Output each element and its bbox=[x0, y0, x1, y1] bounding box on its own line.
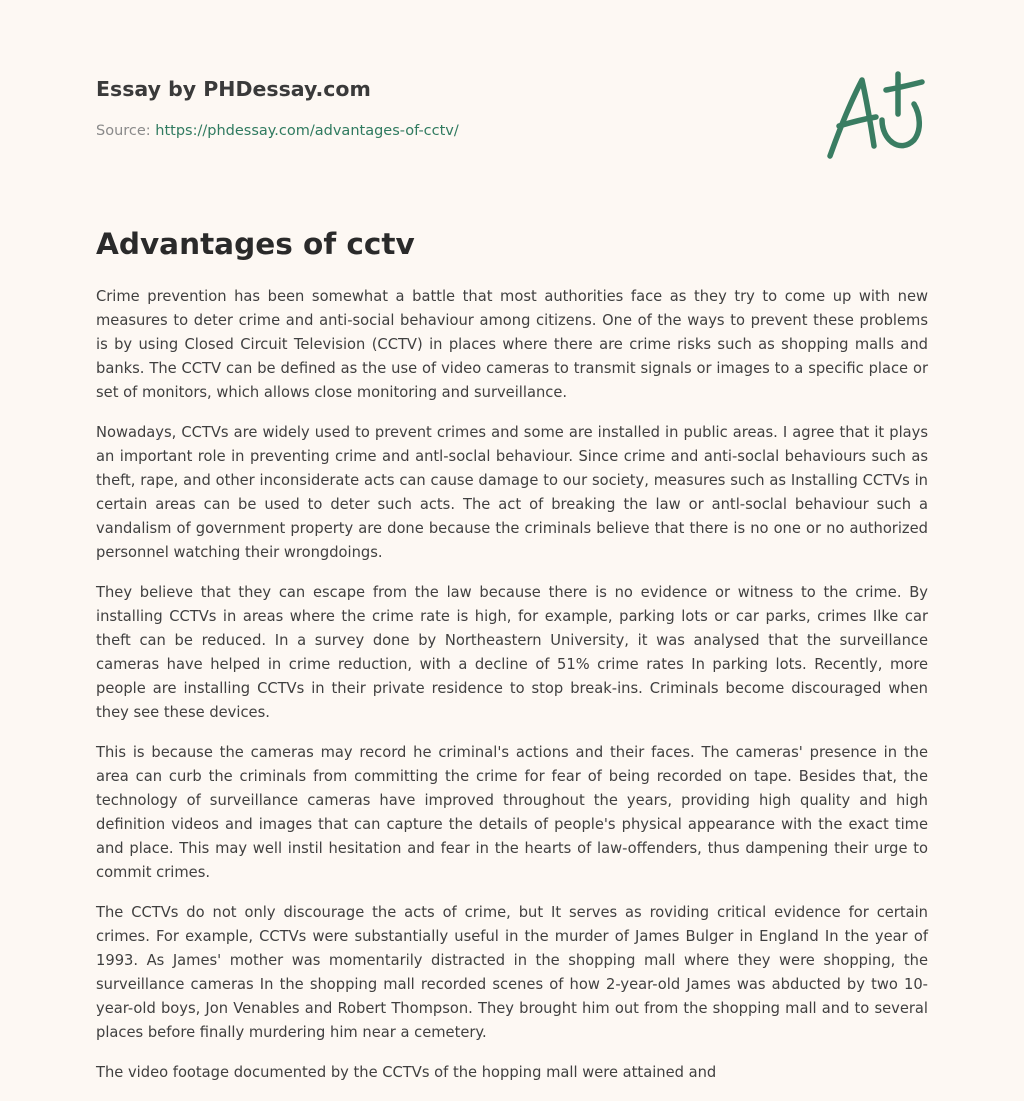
essay-title: Advantages of cctv bbox=[96, 227, 415, 261]
essay-paragraph: The CCTVs do not only discourage the acts of crime, but It serves as roviding critical evidence for certain crimes. For example, CCTVs were substantially useful in the murder of James Bulger in England In the year of 1993. As James' mother was momentarily distracted in the shopping mall where they were shopping, the surveillance cameras In the shopping mall recorded scenes of how 2-year-old James was abducted by two 10-year-old boys, Jon Venables and Robert Thompson. They brought him out from the shopping mall and to several places before finally murdering him near a cemetery. bbox=[96, 904, 928, 1041]
essay-header bbox=[96, 74, 796, 141]
essay-paragraph: Nowadays, CCTVs are widely used to prevent crimes and some are installed in public areas. I agree that it plays an important role in preventing crime and antl-soclal behaviour. Since crime and anti-soclal behaviours such as theft, rape, and other inconsiderate acts can cause damage to our society, measures such as Installing CCTVs in certain areas can be used to deter such acts. The act of breaking the law or antl-soclal behaviour such a vandalism of government property are done because the criminals believe that there is no one or no authorized personnel watching their wrongdoings. bbox=[96, 424, 928, 561]
essay-body bbox=[96, 285, 928, 1101]
source-label: Source: bbox=[96, 123, 151, 139]
essay-paragraph: This is because the cameras may record he criminal's actions and their faces. The cameras' presence in the area can curb the criminals from committing the crime for fear of being recorded on tape. Besides that, the technology of surveillance cameras have improved throughout the years, providing high quality and high definition videos and images that can capture the details of people's physical appearance with the exact time and place. This may well instil hesitation and fear in the hearts of law-offenders, thus dampening their urge to commit crimes. bbox=[96, 744, 928, 881]
essay-paragraph: The video footage documented by the CCTVs of the hopping mall were attained and bbox=[96, 1064, 717, 1081]
source-link[interactable]: https://phdessay.com/advantages-of-cctv/ bbox=[155, 123, 459, 139]
brand-title: Essay by PHDessay.com bbox=[96, 77, 371, 101]
a-plus-grade-icon bbox=[822, 68, 928, 164]
source-line bbox=[96, 121, 796, 141]
essay-paragraph: Crime prevention has been somewhat a battle that most authorities face as they try to come up with new measures to deter crime and anti-social behaviour among citizens. One of the ways to prevent these problems is by using Closed Circuit Television (CCTV) in places where there are crime risks such as shopping malls and banks. The CCTV can be defined as the use of video cameras to transmit signals or images to a specific place or set of monitors, which allows close monitoring and surveillance. bbox=[96, 288, 928, 401]
essay-paragraph: They believe that they can escape from the law because there is no evidence or witness to the crime. By installing CCTVs in areas where the crime rate is high, for example, parking lots or car parks, crimes Ilke car theft can be reduced. In a survey done by Northeastern University, it was analysed that the surveillance cameras have helped in crime reduction, with a decline of 51% crime rates In parking lots. Recently, more people are installing CCTVs in their private residence to stop break-ins. Criminals become discouraged when they see these devices. bbox=[96, 584, 928, 721]
